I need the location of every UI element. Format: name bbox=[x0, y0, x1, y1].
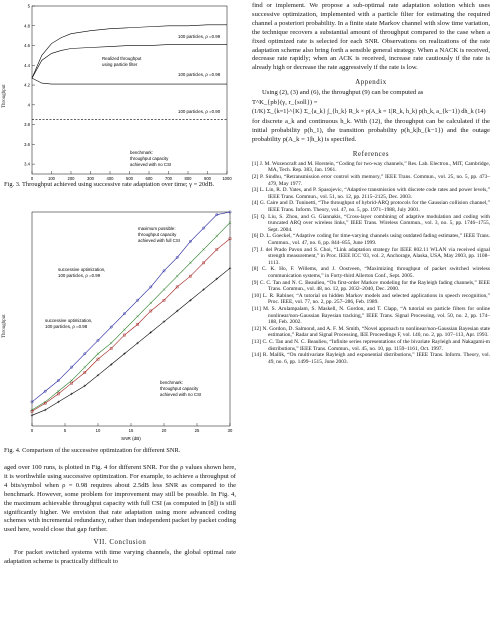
fig4-ann-s98-1: successive optimization, bbox=[45, 318, 93, 323]
reference-item: [5] Q. Liu, S. Zhou, and G. Giannakis, “Cross-layer combining of adaptive modulation and coding with truncated ARQ over wireless links,” IEEE Trans. Wireless Commun., vol. 3, no. 5, pp. 1746–1755, Sept. 2004. bbox=[252, 213, 490, 233]
fig3-ann-realized-2: using particle filter bbox=[102, 62, 138, 67]
fig4-ann-max-3: achieved with full CSI bbox=[138, 238, 180, 243]
fig3-ann-99: 100 particles, ρ =0.99 bbox=[178, 34, 221, 39]
fig4-point bbox=[31, 414, 34, 417]
fig3-xtick-label: 700 bbox=[165, 176, 172, 181]
reference-item: [13] C. C. Tan and N. C. Beaulieu, “Infinite series representations of the bivariate Rayleigh and Nakagami-m distributions,” IEEE Trans. Commun., vol. 45, no. 10, pp. 1159–1161, Oct. 1997. bbox=[252, 338, 490, 352]
reference-list bbox=[252, 161, 490, 365]
fig3-xtick-label: 200 bbox=[67, 176, 75, 181]
fig4-ann-bm-1: benchmark: bbox=[160, 380, 183, 385]
fig4-ann-s99-1: successive optimization, bbox=[58, 267, 106, 272]
fig3-xtick-label: 1000 bbox=[222, 176, 232, 181]
fig4-ann-max-2: throughput capacity bbox=[138, 232, 177, 237]
fig3-ytick-label: 3.6 bbox=[24, 141, 30, 147]
fig3-ytick-label: 4.4 bbox=[24, 62, 30, 68]
fig3-xtick-label: 900 bbox=[204, 176, 211, 181]
fig4-series-line bbox=[32, 212, 230, 402]
equation-14-line2: (1/K) Σ_{k=1}^{K} Σ_{a_k} ∫_{h_k} R_k × p(A_k = 1|R_k, h_k) p(h_k, a_{k−1}) dh_k (14) bbox=[252, 108, 486, 116]
fig3-ann-bench-3: achieved with no CSI bbox=[130, 162, 172, 167]
fig3-chart bbox=[0, 0, 240, 182]
fig3-ann-90: 100 particles, ρ =0.90 bbox=[178, 109, 221, 114]
fig3-xtick-label: 600 bbox=[145, 176, 153, 181]
fig3-ytick-label: 3.4 bbox=[24, 161, 30, 167]
fig3-ann-realized-1: Realized throughput bbox=[102, 56, 142, 61]
conclusion-heading: VII. Conclusion bbox=[93, 539, 147, 547]
fig3-caption: Fig. 3. Throughput achieved using successive rate adaptation over time; γ = 20dB. bbox=[4, 181, 215, 188]
fig3-ytick-label: 4 bbox=[27, 102, 30, 108]
fig4-series-line bbox=[32, 223, 230, 410]
reference-item: [7] J. del Prado Pavon and S. Choi, “Link adaptation strategy for IEEE 802.11 WLAN via received signal strength measurement,” in Proc. IEEE ICC '03, vol. 2, Anchorage, Alaska, USA, May 2003, pp. 1108–1113. bbox=[252, 246, 490, 266]
fig4-ann-bm-2: throughput capacity bbox=[160, 386, 199, 391]
left-paragraph-1: aged over 100 runs, is plotted in Fig. 4 for different SNR. For the ρ values shown here, it is worthwhile using successive optimization. For example, to achieve a throughput of 4 bits/symbol when ρ = 0.98 requires about 2.5dB less SNR as compared to the benchmark. However, some problem for improvement may still be possible. In Fig. 4, the maximum achievable throughput capacity with full CSI (as computed in [8]) is still significantly higher. We envision that rate adaptation using more advanced coding schemes with incremental redundancy, rather than independent packet by packet coding used here, would close that gap further. bbox=[4, 464, 236, 534]
fig4-point bbox=[110, 342, 112, 344]
fig4-point bbox=[189, 262, 191, 264]
fig3-ytick-label: 4.2 bbox=[24, 82, 30, 88]
fig4-point bbox=[136, 315, 138, 317]
fig3-plot-frame bbox=[32, 6, 227, 174]
fig4-point bbox=[57, 390, 59, 392]
fig4-xtick-label: 15 bbox=[128, 428, 134, 433]
right-paragraph-1: find or implement. We propose a sub-optimal rate adaptation solution which uses successive optimization, implemented with a particle filter for estimating the required channel a posteriori probability. In a finite state Markov channel with slow time variation, the technique recovers a substantial amount of throughput compared to the case when a fixed optimized rate is selected for each SNR. Observations on realizations of the rate adaptation scheme also bring forth a sensible general strategy. When a NACK is received, decrease rate rapidly; when an ACK is received, increase rate cautiously if the rate is already high or decrease the rate aggressively if the rate is low. bbox=[252, 2, 490, 72]
fig3-xtick-label: 500 bbox=[126, 176, 133, 181]
left-body bbox=[4, 464, 236, 567]
fig3-series-line bbox=[32, 25, 227, 78]
fig3-xtick-label: 0 bbox=[30, 176, 34, 181]
reference-item: [14] R. Mallik, “On multivariate Rayleigh and exponential distributions,” IEEE Trans. Inform. Theory, vol. 49, no. 6, pp. 1499–1515, June 2003. bbox=[252, 352, 490, 365]
fig4-ann-bm-3: achieved with no CSI bbox=[160, 392, 202, 397]
fig4-ann-s99-2: 100 particles, ρ =0.99 bbox=[58, 273, 101, 278]
fig4-point bbox=[70, 379, 72, 381]
fig4-xtick-label: 0 bbox=[30, 428, 34, 433]
fig4-chart bbox=[0, 204, 240, 444]
fig3-ann-98: 100 particles, ρ =0.98 bbox=[178, 72, 221, 77]
right-paragraph-2: Using (2), (3) and (6), the throughput (9) can be computed as bbox=[262, 89, 424, 97]
equation-14-line1: T^K_{pb}(γ, r_{soll}) = bbox=[252, 99, 318, 107]
fig3-xtick-label: 300 bbox=[87, 176, 94, 181]
fig4-ann-s98-2: 100 particles, ρ =0.98 bbox=[45, 324, 88, 329]
fig4-ann-max-1: maximum possible: bbox=[138, 226, 176, 231]
reference-item: [11] M. S. Arulampalam, S. Maskell, N. Gordon, and T. Clapp, “A tutorial on particle filters for online nonlinear/non-Gaussian Bayesian tracking,” IEEE Trans. Signal Processing, vol. 50, no. 2, pp. 174–188, Feb. 2002. bbox=[252, 305, 490, 326]
references-heading: References bbox=[352, 150, 390, 158]
right-column bbox=[252, 2, 490, 365]
fig3-ytick-label: 4.6 bbox=[24, 43, 30, 49]
fig4-point bbox=[176, 275, 178, 277]
fig4-xtick-label: 25 bbox=[194, 428, 200, 433]
fig3-ann-bench-2: throughput capacity bbox=[130, 156, 169, 161]
fig3-series-line bbox=[32, 78, 227, 84]
fig4-xtick-label: 5 bbox=[63, 428, 67, 433]
fig4-xtick-label: 10 bbox=[95, 428, 101, 433]
fig3-xtick-label: 100 bbox=[48, 176, 55, 181]
fig3-ylabel: Throughput bbox=[2, 84, 7, 108]
fig3-ann-bench-1: benchmark: bbox=[130, 150, 153, 155]
fig4-point bbox=[202, 248, 204, 250]
fig3-ytick-label: 5 bbox=[27, 3, 30, 9]
fig3-ytick-label: 4.8 bbox=[24, 23, 30, 29]
reference-item: [3] L. Lin, R. D. Yates, and P. Spasojevic, “Adaptive transmission with discrete code rates and power levels,” IEEE Trans. Commun., vol. 51, no. 12, pp. 2115–2125, Dec. 2003. bbox=[252, 187, 490, 200]
fig4-point bbox=[97, 353, 99, 355]
fig3-xtick-label: 800 bbox=[184, 176, 192, 181]
fig4-point bbox=[216, 235, 218, 237]
left-paragraph-2: For packet switched systems with time varying channels, the global optimal rate adaptation scheme is practically difficult to bbox=[4, 549, 236, 566]
fig4-xtick-label: 20 bbox=[161, 428, 167, 433]
fig4-point bbox=[44, 409, 47, 412]
fig4-caption: Fig. 4. Comparison of the successive optimization for different SNR. bbox=[4, 447, 181, 454]
reference-item: [6] D. L. Goeckel, “Adaptive coding for time-varying channels using outdated fading estimates,” IEEE Trans. Commun., vol. 47, no. 6, pp. 844–855, June 1999. bbox=[252, 233, 490, 246]
fig4-point bbox=[163, 288, 165, 290]
reference-item: [8] C. K. Ho, F. Willems, and J. Oostveen, “Maximizing throughput of packet switched wireless communication systems,” in Forty-third Allerton Conf., Sept. 2005. bbox=[252, 266, 490, 279]
fig4-xlabel: SNR (dB) bbox=[121, 436, 141, 441]
fig3-ytick-label: 3.8 bbox=[24, 122, 30, 128]
fig3-xtick-label: 400 bbox=[106, 176, 114, 181]
reference-item: [1] J. M. Wozencraft and M. Horstein, “Coding for two-way channels,” Res. Lab. Electron., MIT, Cambridge, MA, Tech. Rep. 383, Jan. 1961. bbox=[252, 160, 490, 174]
fig4-xtick-label: 30 bbox=[227, 428, 233, 433]
reference-item: [2] P. Sindhu, “Retransmission error control with memory,” IEEE Trans. Commun., vol. 25, no. 5, pp. 473–479, May 1977. bbox=[252, 174, 490, 187]
reference-item: [9] C. C. Tan and N. C. Beaulieu, “On first-order Markov modeling for the Rayleigh fading channels,” IEEE Trans. Commun., vol. 48, no. 12, pp. 2032–2040, Dec. 2000. bbox=[252, 279, 490, 293]
appendix-heading: Appendix bbox=[355, 79, 387, 87]
fig4-point bbox=[84, 366, 86, 368]
fig4-point bbox=[70, 393, 73, 396]
fig4-point bbox=[150, 302, 152, 304]
reference-item: [12] N. Gordon, D. Salmond, and A. F. M. Smith, “Novel approach to nonlinear/non-Gaussian Bayesian state estimation,” Radar and Signal Processing, IEE Proceedings F, vol. 140, no. 2, pp. 107–113, Apr. 1993. bbox=[252, 325, 490, 339]
right-paragraph-3: for discrete a_k and continuous h_k. With (12), the throughput can be calculated if the initial probability p(h_1), the transition probability p(h_k|h_{k−1}) and the outage probability p(A_k = 1|h_k) is specified. bbox=[252, 118, 490, 143]
fig4-point bbox=[123, 329, 125, 331]
reference-item: [4] G. Caire and D. Tuninetti, “The throughput of hybrid-ARQ protocols for the Gaussian collision channel,” IEEE Trans. Inform. Theory, vol. 47, no. 5, pp. 1971–1988, July 2001. bbox=[252, 200, 490, 214]
reference-item: [10] L. R. Rabiner, “A tutorial on hidden Markov models and selected applications in speech recognition,” Proc. IEEE, vol. 77, no. 2, pp. 257–286, Feb. 1989. bbox=[252, 292, 490, 306]
fig4-ylabel: Throughput bbox=[2, 314, 7, 338]
fig4-point bbox=[57, 401, 60, 404]
